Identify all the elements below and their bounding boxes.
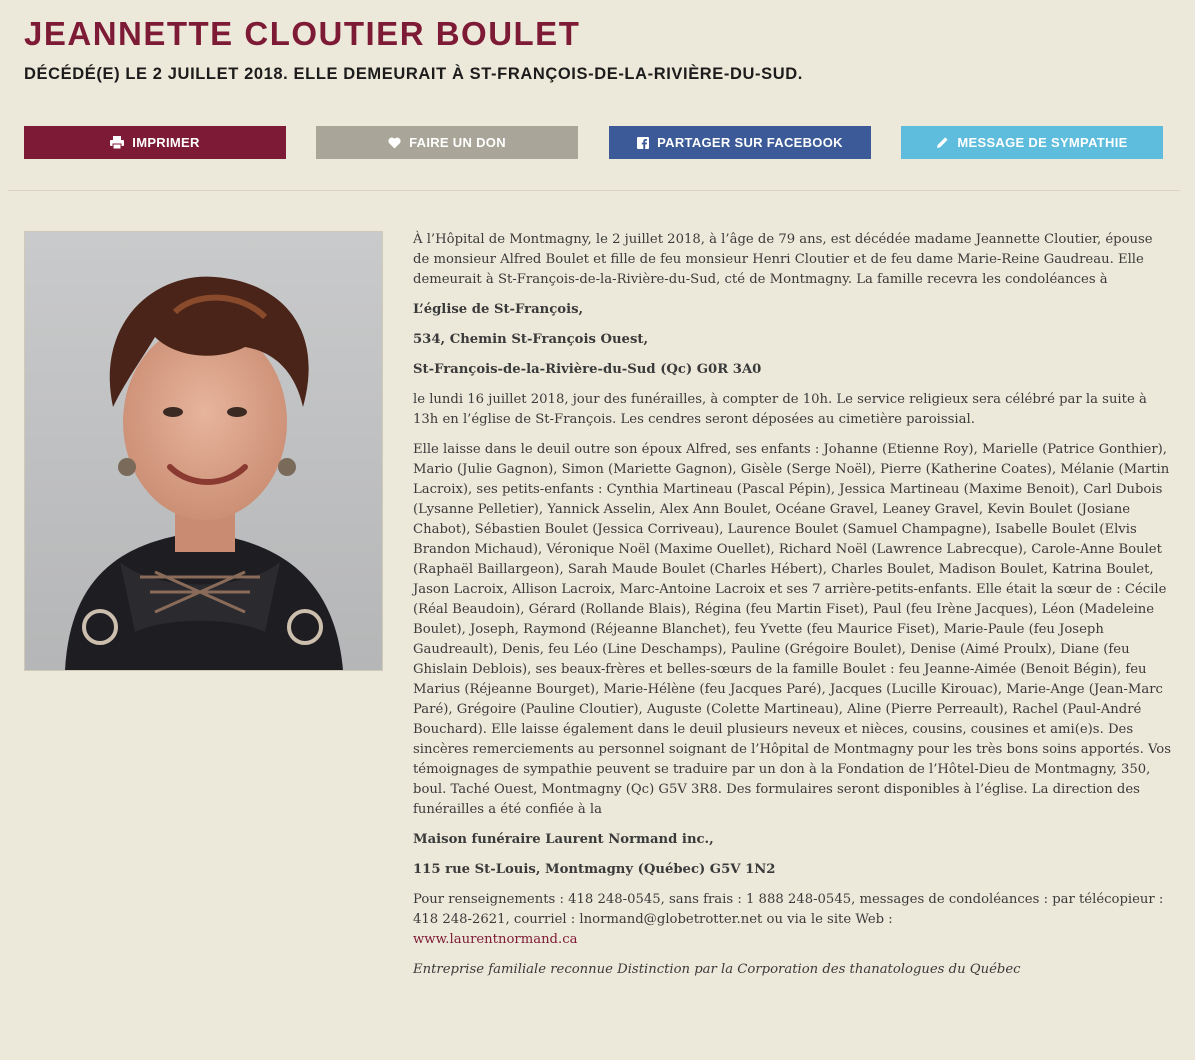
contact-info-text: Pour renseignements : 418 248-0545, sans frais : 1 888 248-0545, messages de condoléances : par télécopieur : 418 248-2621, courriel : lnormand@globetrotter.net ou via le site Web : xyxy=(413,892,1164,927)
printer-icon xyxy=(110,136,124,149)
donate-button[interactable] xyxy=(316,126,578,159)
sympathy-message-button[interactable] xyxy=(901,126,1163,159)
obituary-text xyxy=(413,230,1171,990)
footer-note: Entreprise familiale reconnue Distinction par la Corporation des thanatologues du Québec xyxy=(413,962,1021,977)
facebook-icon xyxy=(637,137,649,149)
family-paragraph: Elle laisse dans le deuil outre son époux Alfred, ses enfants : Johanne (Etienne Roy), Marielle (Patrice Gonthier), Mario (Julie Gagnon), Simon (Mariette Gagnon), Gisèle (Serge Noël), Pierre (Katherine Coates), Mélanie (Martin Lacroix), ses petits-enfants : Cynthia Martineau (Pascal Pépin), Jessica Martineau (Maxime Benoit), Carl Dubois (Lysanne Pelletier), Yannick Asselin, Alex Ann Boulet, Océane Gravel, Leaney Gravel, Kevin Boulet (Josiane Chabot), Sébastien Boulet (Jessica Corriveau), Laurence Boulet (Samuel Champagne), Isabelle Boulet (Elvis Brandon Michaud), Véronique Noël (Maxime Ouellet), Richard Noël (Lawrence Labrecque), Carole-Anne Boulet (Raphaël Baillargeon), Sarah Maude Boulet (Charles Hébert), Charles Boulet, Madison Boulet, Katrina Boulet, Jason Lacroix, Allison Lacroix, Marc-Antoine Lacroix et ses 7 arrière-petits-enfants. Elle était la sœur de : Cécile (Réal Beaudoin), Gérard (Rollande Blais), Régina (feu Martin Fiset), Paul (feu Irène Jacques), Léon (Madeleine Boulet), Joseph, Raymond (Réjeanne Blanchet), feu Yvette (feu Maurice Fiset), Marie-Paule (feu Joseph Gaudreault), Denis, feu Léo (Line Deschamps), Pauline (Grégoire Boulet), Denise (Aimé Proulx), Diane (feu Ghislain Deblois), ses beaux-frères et belles-sœurs de la famille Boulet : feu Jeanne-Aimée (Benoit Bégin), feu Marius (Réjeanne Bourget), Marie-Hélène (feu Jacques Paré), Jacques (Lucille Kirouac), Marie-Ange (Jean-Marc Paré), Grégoire (Pauline Cloutier), Auguste (Colette Martineau), Aline (Pierre Perreault), Rachel (Paul-André Bouchard). Elle laisse également dans le deuil plusieurs neveux et nièces, cousins, cousines et ami(e)s. Des sincères remerciements au personnel soignant de l’Hôpital de Montmagny pour les très bons soins apportés. Vos témoignages de sympathie peuvent se traduire par un don à la Fondation de l’Hôtel-Dieu de Montmagny, 350, boul. Taché Ouest, Montmagny (Qc) G5V 3R8. Des formulaires seront disponibles à l’église. La direction des funérailles a été confiée à la xyxy=(413,442,1171,817)
funeral-home-address: 115 rue St-Louis, Montmagny (Québec) G5V 1N2 xyxy=(413,862,776,877)
contact-info xyxy=(413,890,1171,950)
obituary-intro: À l’Hôpital de Montmagny, le 2 juillet 2018, à l’âge de 79 ans, est décédée madame Jeannette Cloutier, épouse de monsieur Alfred Boulet et fille de feu monsieur Henri Cloutier et de feu dame Marie-Reine Gaudreau. Elle demeurait à St-François-de-la-Rivière-du-Sud, cté de Montmagny. La famille recevra les condoléances à xyxy=(413,232,1153,287)
heart-icon xyxy=(388,137,401,149)
church-street: 534, Chemin St-François Ouest, xyxy=(413,332,649,347)
website-link[interactable]: www.laurentnormand.ca xyxy=(413,932,578,947)
church-name: L’église de St-François, xyxy=(413,302,584,317)
donate-button-label: FAIRE UN DON xyxy=(409,135,506,150)
print-button[interactable] xyxy=(24,126,286,159)
pencil-icon xyxy=(936,136,949,149)
service-details: le lundi 16 juillet 2018, jour des funérailles, à compter de 10h. Le service religieux sera célébré par la suite à 13h en l’église de St-François. Les cendres seront déposées au cimetière paroissial. xyxy=(413,392,1147,427)
church-city: St-François-de-la-Rivière-du-Sud (Qc) G0R 3A0 xyxy=(413,362,762,377)
facebook-button-label: PARTAGER SUR FACEBOOK xyxy=(657,135,843,150)
facebook-share-button[interactable] xyxy=(609,126,871,159)
print-button-label: IMPRIMER xyxy=(132,135,200,150)
death-subtitle: DÉCÉDÉ(E) LE 2 JUILLET 2018. ELLE DEMEURAIT À ST-FRANÇOIS-DE-LA-RIVIÈRE-DU-SUD. xyxy=(24,65,803,83)
sympathy-button-label: MESSAGE DE SYMPATHIE xyxy=(957,135,1128,150)
deceased-name: JEANNETTE CLOUTIER BOULET xyxy=(24,15,581,52)
divider xyxy=(8,190,1180,191)
funeral-home-name: Maison funéraire Laurent Normand inc., xyxy=(413,832,714,847)
portrait-photo xyxy=(24,231,383,671)
